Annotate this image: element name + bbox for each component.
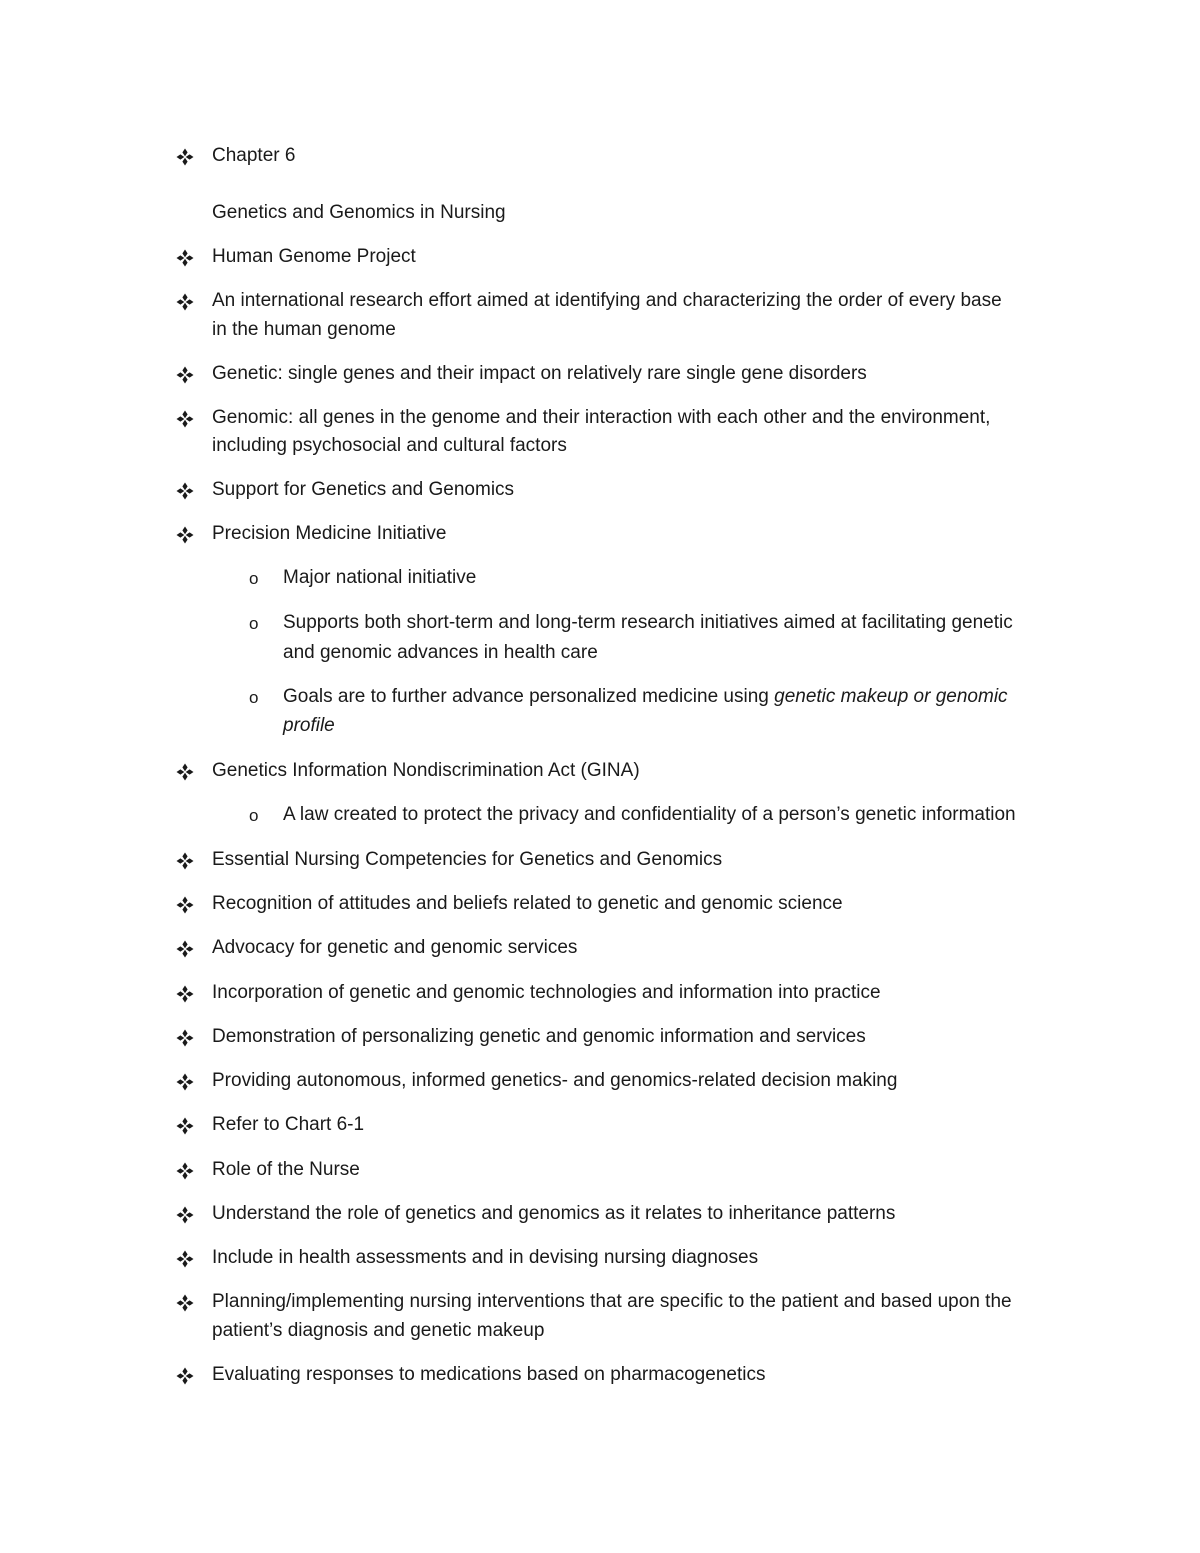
list-item: Incorporation of genetic and genomic technologies and information into practice [212,982,881,1003]
list-item: Genetic: single genes and their impact on relatively rare single gene disorders [212,363,867,384]
sub-list-item-line: and genomic advances in health care [283,642,598,663]
emphasized-text: profile [283,715,335,736]
list-item: Demonstration of personalizing genetic and genomic information and services [212,1026,866,1047]
sub-list-item-line [283,682,1008,711]
list-item-line: Genomic: all genes in the genome and their interaction with each other and the environment, [212,407,991,428]
diamond-bullet-icon [176,366,194,384]
sub-list-item: A law created to protect the privacy and confidentiality of a person’s genetic information [283,804,1016,825]
diamond-bullet-icon [176,940,194,958]
diamond-bullet-icon [176,763,194,781]
diamond-bullet-icon [176,1250,194,1268]
list-item-line: in the human genome [212,319,396,340]
list-item: Refer to Chart 6-1 [212,1114,365,1135]
diamond-bullet-icon [176,526,194,544]
sub-list-item-line: Supports both short-term and long-term research initiatives aimed at facilitating genetic [283,612,1013,633]
list-item-line: including psychosocial and cultural factors [212,435,567,456]
emphasized-text: genetic makeup or genomic [774,686,1008,707]
diamond-bullet-icon [176,482,194,500]
diamond-bullet-icon [176,1029,194,1047]
diamond-bullet-icon [176,1294,194,1312]
list-item: Understand the role of genetics and genomics as it relates to inheritance patterns [212,1203,896,1224]
list-item-line: Planning/implementing nursing interventions that are specific to the patient and based upon the [212,1291,1012,1312]
diamond-bullet-icon [176,985,194,1003]
diamond-bullet-icon [176,249,194,267]
list-item: Advocacy for genetic and genomic services [212,937,578,958]
list-item: Providing autonomous, informed genetics- and genomics-related decision making [212,1070,898,1091]
list-item: Precision Medicine Initiative [212,523,447,544]
diamond-bullet-icon [176,1162,194,1180]
list-item: Genetics Information Nondiscrimination Act (GINA) [212,760,640,781]
list-item: Chapter 6 [212,145,296,166]
diamond-bullet-icon [176,1073,194,1091]
list-item: Include in health assessments and in devising nursing diagnoses [212,1247,759,1268]
diamond-bullet-icon [176,293,194,311]
diamond-bullet-icon [176,896,194,914]
list-item: Recognition of attitudes and beliefs related to genetic and genomic science [212,893,843,914]
sub-bullet: o [249,569,259,588]
sub-list-item-text: Goals are to further advance personalized medicine using [283,686,775,707]
sub-list-item-line [283,711,335,740]
list-item: Evaluating responses to medications based on pharmacogenetics [212,1364,766,1385]
list-item: Essential Nursing Competencies for Genetics and Genomics [212,849,723,870]
list-item-line: An international research effort aimed at identifying and characterizing the order of every base [212,290,1002,311]
diamond-bullet-icon [176,410,194,428]
sub-bullet: o [249,688,259,707]
diamond-bullet-icon [176,1117,194,1135]
diamond-bullet-icon [176,148,194,166]
list-item: Support for Genetics and Genomics [212,479,515,500]
document-subtitle: Genetics and Genomics in Nursing [212,202,506,223]
list-item: Human Genome Project [212,246,416,267]
sub-list-item: Major national initiative [283,567,477,588]
sub-bullet: o [249,614,259,633]
diamond-bullet-icon [176,1367,194,1385]
list-item-line: patient’s diagnosis and genetic makeup [212,1320,545,1341]
diamond-bullet-icon [176,1206,194,1224]
diamond-bullet-icon [176,852,194,870]
list-item: Role of the Nurse [212,1159,360,1180]
sub-bullet: o [249,806,259,825]
